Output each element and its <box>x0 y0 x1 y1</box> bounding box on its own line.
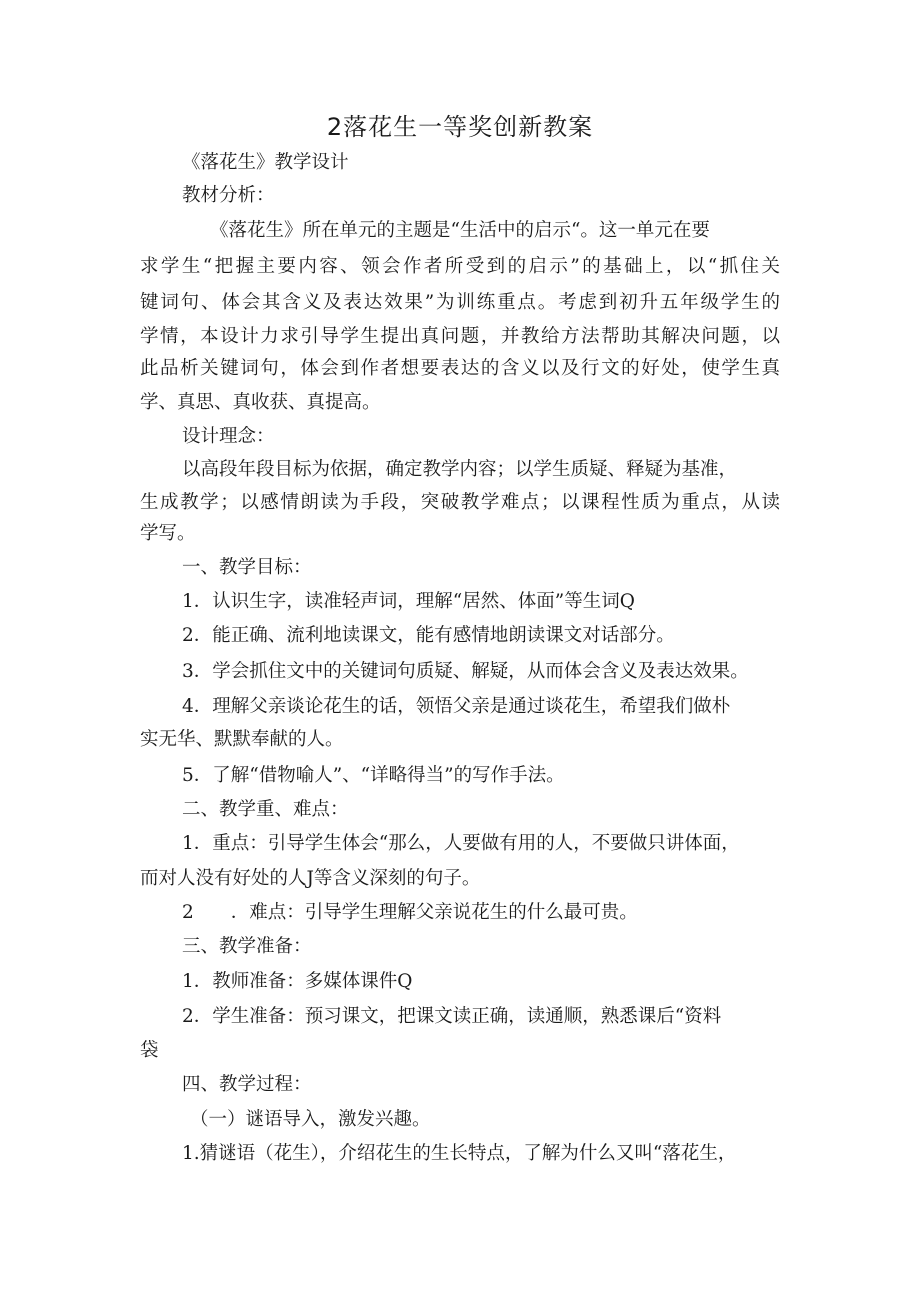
goal-item-4: 4．理解父亲谈论花生的话，领悟父亲是通过谈花生，希望我们做朴 <box>182 696 731 717</box>
material-line-2: 求学生“把握主要内容、领会作者所受到的启示”的基础上，以“抓住关 <box>140 256 780 277</box>
concept-line-1: 以高段年段目标为依据，确定教学内容；以学生质疑、释疑为基准， <box>182 459 738 480</box>
document-title: 2落花生一等奖创新教案 <box>326 113 594 141</box>
material-line-4: 学情，本设计力求引导学生提出真问题，并教给方法帮助其解决问题，以 <box>140 326 780 347</box>
material-line-1: 《落花生》所在单元的主题是“生活中的启示“。这一单元在要 <box>210 220 710 241</box>
key-item-1: 1．重点：引导学生体会“那么，人要做有用的人，不要做只讲体面， <box>182 833 740 854</box>
process-heading: 四、教学过程： <box>182 1074 312 1095</box>
goal-item-3: 3．学会抓住文中的关键词句质疑、解疑，从而体会含义及表达效果。 <box>182 661 749 682</box>
concept-heading: 设计理念： <box>182 426 275 447</box>
material-line-6: 学、真思、真收获、真提高。 <box>140 392 381 413</box>
prep-heading: 三、教学准备： <box>182 936 312 957</box>
prep-item-1: 1．教师准备：多媒体课件Q <box>182 971 413 992</box>
material-heading: 教材分析： <box>182 185 275 206</box>
goal-item-1: 1．认识生字，读准轻声词，理解“居然、体面”等生词Q <box>182 591 635 612</box>
prep-item-2-cont: 袋 <box>140 1040 159 1061</box>
concept-line-3: 学写。 <box>140 523 196 544</box>
key-heading: 二、教学重、难点： <box>182 799 349 820</box>
key-item-1-cont: 而对人没有好处的人J等含义深刻的句子。 <box>140 868 481 889</box>
goals-heading: 一、教学目标： <box>182 557 312 578</box>
process-item-1: 1.猜谜语（花生），介绍花生的生长特点，了解为什么又叫“落花生， <box>182 1143 737 1164</box>
key-item-2: 2 ．难点：引导学生理解父亲说花生的什么最可贵。 <box>182 902 638 923</box>
goal-item-5: 5．了解“借物喻人”、“详略得当”的写作手法。 <box>182 765 565 786</box>
goal-item-2: 2．能正确、流利地读课文，能有感情地朗读课文对话部分。 <box>182 625 675 646</box>
concept-line-2: 生成教学；以感情朗读为手段，突破教学难点；以课程性质为重点，从读 <box>140 492 780 513</box>
material-line-5: 此品析关键词句，体会到作者想要表达的含义以及行文的好处，使学生真 <box>140 358 780 379</box>
material-line-3: 键词句、体会其含义及表达效果”为训练重点。考虑到初升五年级学生的 <box>140 292 780 313</box>
goal-item-4-cont: 实无华、默默奉献的人。 <box>140 729 344 750</box>
process-subheading: （一）谜语导入，激发兴趣。 <box>190 1109 431 1130</box>
subtitle: 《落花生》教学设计 <box>182 152 349 173</box>
prep-item-2: 2．学生准备：预习课文，把课文读正确，读通顺，熟悉课后“资料 <box>182 1006 722 1027</box>
